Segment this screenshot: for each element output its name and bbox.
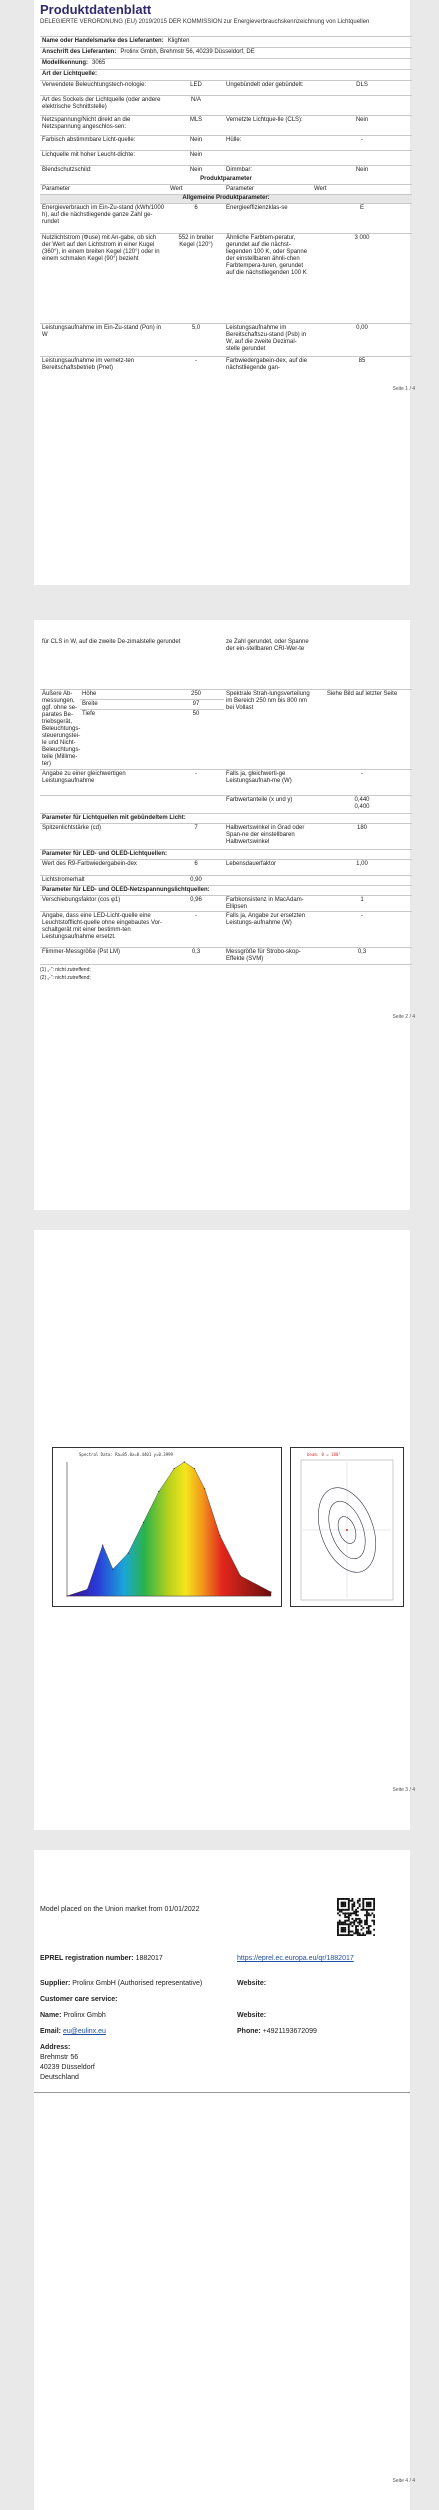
spectrum-point	[184, 1461, 185, 1462]
type-row-value: N/A	[190, 97, 201, 103]
dim-value: 97	[192, 701, 200, 707]
type-row-value2: DLS	[356, 82, 368, 88]
type-row-label2: Hülle:	[226, 137, 242, 143]
spectrum-value: Siehe Bild auf letzter Seite	[326, 691, 398, 697]
dims-table	[80, 690, 224, 769]
equiv-value: -	[195, 771, 197, 777]
dim-key: Höhe	[82, 691, 97, 697]
name-label: Name:	[40, 2012, 62, 2019]
pf-value: 0,96	[190, 897, 202, 903]
type-row-value2: Nein	[355, 167, 369, 173]
peak-value: 7	[194, 825, 198, 831]
page-number: Seite 2 / 4	[392, 1014, 415, 1020]
r9-value: 6	[194, 861, 198, 867]
type-row-value: Nein	[189, 137, 203, 143]
dim-value: 250	[190, 691, 201, 697]
param-value2: 85	[358, 358, 366, 364]
spectrum-point	[158, 1491, 159, 1492]
flicker-label: Flimmer-Messgröße (Pst LM)	[42, 949, 121, 955]
life-label: Lebensdauerfaktor	[226, 861, 277, 867]
spectrum-chart	[52, 1447, 282, 1607]
flicker-value: 0,3	[191, 949, 201, 955]
param-value: 5,0	[191, 325, 201, 331]
param-value2: 3 000	[354, 235, 370, 241]
type-label: Art der Lichtquelle:	[42, 71, 98, 77]
type-row-label: Art des Sockels der Lichtquelle (oder andere elektrische Schnittstelle)	[42, 97, 161, 110]
col-value-2: Wert	[314, 186, 327, 192]
pf-row	[40, 895, 412, 911]
led-section: Parameter für LED- und OLED-Lichtquellen:	[40, 849, 412, 858]
spectrum-point	[87, 1589, 88, 1590]
supplier-name-value: Klighten	[167, 38, 190, 44]
chroma-x: 0,440	[354, 797, 370, 803]
param-value2: E	[359, 205, 364, 211]
p2-top-left: für CLS in W, auf die zweite De-zimalstelle gerundet	[42, 639, 181, 645]
page-4	[34, 1850, 410, 2510]
p2-row	[40, 638, 412, 662]
maint-label: Lichtstromerhalt	[42, 877, 85, 883]
type-row-label: Lichquelle mit hoher Leucht-dichte:	[42, 152, 136, 158]
spectrum-point	[204, 1488, 205, 1489]
dim-value: 50	[192, 711, 200, 717]
spectrum-point	[102, 1544, 103, 1545]
general-params-section: Allgemeine Produktparameter:	[40, 194, 412, 204]
maint-row	[40, 875, 412, 885]
qr-svg	[337, 1898, 375, 1936]
eprel-value: 1882017	[135, 1955, 163, 1962]
param-label: Nutzlichtstrom (Φuse) mit An-gabe, ob sich der Wert auf den Lichtstrom in einer Kugel (360°), in einem breiten Kegel (120°) oder in einem schmalen Kegel (90°) bezieht	[42, 235, 160, 262]
col-value: Wert	[170, 186, 183, 192]
type-row	[40, 150, 412, 165]
type-row-label2	[224, 96, 312, 115]
param-label2: Leistungsaufnahme im Bereitschaftszu-stand (Psb) in W, auf die zweite Dezimal-stelle gerundet	[226, 325, 307, 352]
spectrum-point	[219, 1535, 220, 1536]
param-label2: Energieeffizienzklas-se	[226, 205, 288, 211]
type-heading-row	[40, 69, 412, 80]
type-row-value: MLS	[189, 117, 203, 123]
type-row-value2: Nein	[355, 117, 369, 123]
strobo-label: Messgröße für Strobo-skop-Effekte (SVM)	[226, 949, 301, 962]
spectrum-label: Spektrale Strah-lungsverteilung im Bereich 250 nm bis 800 nm bei Vollast	[226, 691, 310, 711]
beam-value: 180	[356, 825, 367, 831]
polar-chart	[290, 1447, 404, 1607]
supplier-name-label: Name oder Handelsmarke des Lieferanten:	[42, 38, 164, 44]
param-label: Leistungsaufnahme im Ein-Zu-stand (Pon) in W	[42, 325, 162, 338]
param-label: Energieverbrauch im Ein-Zu-stand (kWh/1000 h), auf die nächstliegende ganze Zahl ge-rundet	[42, 205, 165, 225]
beam-label: Halbwertswinkel in Grad oder Span-ne der einstellbaren Halbwertswinkel	[226, 825, 305, 845]
name-value: Prolinx Gmbh	[63, 2012, 106, 2019]
supplier-row	[40, 1980, 202, 1987]
dims-label: Äußere Ab-messungen, ggf. ohne se-parates Be-triebsgerät, Beleuchtungs-steuerungstei-le und Nicht-Beleuchtungs-teile (Millime-ter)	[42, 691, 81, 767]
param-value: 552 in breiter Kegel (120°)	[178, 235, 214, 248]
page-number: Seite 3 / 4	[392, 1787, 415, 1793]
eprel-row	[40, 1955, 163, 1962]
type-row	[40, 115, 412, 135]
param-row	[40, 356, 412, 381]
phone-value: +4921193672099	[262, 2028, 317, 2035]
strobo-value: 0,3	[357, 949, 367, 955]
spectrum-point	[240, 1575, 241, 1576]
phone-label: Phone:	[237, 2028, 261, 2035]
type-row-value2	[312, 151, 412, 165]
address-line-2: 40239 Düsseldorf	[40, 2064, 95, 2071]
spectrum-svg	[53, 1448, 281, 1606]
col-param: Parameter	[42, 186, 71, 192]
spectrum-point	[66, 1595, 67, 1596]
dls-section: Parameter für Lichtquellen mit gebündeltem Licht:	[40, 813, 412, 822]
life-value: 1,00	[356, 861, 368, 867]
type-row-label2: Ungebündelt oder gebündelt:	[226, 82, 304, 88]
macadam-value: 1	[360, 897, 364, 903]
supplier-name-row	[40, 36, 412, 47]
macadam-label: Farbkonsistenz in MacAdam-Ellipsen	[226, 897, 304, 910]
param-row	[40, 323, 412, 356]
equiv-right-value: -	[361, 771, 363, 777]
pf-label: Verschiebungsfaktor (cos φ1)	[42, 897, 121, 903]
polar-svg	[291, 1448, 403, 1606]
col-param-2: Parameter	[226, 186, 255, 192]
equiv-right-label: Falls ja, gleichwerti-ge Leistungsaufnah-me (W)	[226, 771, 292, 784]
eprel-link[interactable]: https://eprel.ec.europa.eu/qr/1882017	[237, 1955, 354, 1962]
peak-label: Spitzenlichtstärke (cd)	[42, 825, 102, 831]
dim-key: Breite	[82, 701, 98, 707]
model-value: 3065	[92, 60, 106, 66]
address-label: Address:	[40, 2044, 71, 2051]
fluor-label: Angabe, dass eine LED-Licht-quelle eine Leuchtstofflicht-quelle ohne eingebautes Vor-schaltgerät mit einer bestimm-ten Leistungsaufnahme ersetzt.	[42, 913, 162, 940]
model-row	[40, 58, 412, 69]
name-row	[40, 2012, 106, 2019]
mls-section: Parameter für LED- und OLED-Netzspannungslichtquellen:	[40, 885, 412, 894]
type-row-label2: Vernetzte Lichtque-lle (CLS):	[226, 117, 303, 123]
page-number: Seite 4 / 4	[392, 2478, 415, 2484]
p2-top-right: ze Zahl gerundet, oder Spanne der ein-stellbaren CRI-Wer-te	[226, 639, 309, 652]
spectrum-point	[143, 1522, 144, 1523]
model-label: Modellkennung:	[42, 60, 88, 66]
chroma-row	[40, 795, 412, 813]
email-link[interactable]: eu@eulinx.eu	[62, 2028, 106, 2035]
param-value: -	[195, 358, 197, 364]
flicker-row	[40, 947, 412, 965]
type-row-label: Verwendete Beleuchtungstech-nologie:	[42, 82, 147, 88]
peak-row	[40, 823, 412, 849]
footnote-1: (1) „-“: nicht zutreffend;	[40, 967, 91, 973]
fluor-value: -	[195, 913, 197, 919]
r9-row	[40, 859, 412, 875]
qr-code[interactable]	[337, 1898, 375, 1936]
equiv-label: Angabe zu einer gleichwertigen Leistungsaufnahme	[42, 771, 126, 784]
website-label: Website:	[237, 1980, 267, 1987]
page-title: Produktdatenblatt	[40, 2, 152, 17]
polar-label: beam: 0 = 180°	[307, 1452, 341, 1457]
fluor-right-value: -	[361, 913, 363, 919]
placed-on-market: Model placed on the Union market from 01/01/2022	[40, 1906, 200, 1913]
type-row-value: LED	[190, 82, 202, 88]
type-row	[40, 95, 412, 115]
param-label2: Ähnliche Farbtem-peratur, gerundet auf die nächst-liegenden 100 K, oder Spanne der einstellbaren ähnli-chen Farbtempera-turen, gerundet auf die nächstliegenden 100 K	[226, 235, 308, 276]
type-row-label: Farbisch abstimmbare Licht-quelle:	[42, 137, 136, 143]
param-value2: 0,00	[356, 325, 368, 331]
type-row	[40, 80, 412, 95]
address-line-1: Brehmstr 56	[40, 2054, 79, 2061]
footnote-2: (2) „-“: nicht zutreffend;	[40, 975, 91, 981]
eprel-label: EPREL registration number:	[40, 1955, 134, 1962]
product-params-caption: Produktparameter	[200, 176, 252, 182]
fluor-row	[40, 911, 412, 947]
r9-label: Wert des R9-Farbwiedergabein-dex	[42, 861, 137, 867]
customer-care-label: Customer care service:	[40, 1996, 118, 2003]
chroma-label: Farbwertanteile (x und y)	[226, 797, 293, 803]
product-params-header	[40, 184, 412, 194]
supplier-address-value: Prolinx Gmbh, Brehmstr 56, 40239 Düsseldorf, DE	[120, 49, 255, 55]
page-number: Seite 1 / 4	[392, 386, 415, 392]
dim-key: Tiefe	[82, 711, 96, 717]
type-row-label: Blendschutzschild:	[42, 167, 92, 173]
supplier-value: Prolinx GmbH (Authorised representative)	[72, 1980, 203, 1987]
spectrum-point	[128, 1553, 129, 1554]
param-value: 6	[194, 205, 198, 211]
type-row-value: Nein	[189, 167, 203, 173]
address-line-3: Deutschland	[40, 2074, 79, 2081]
equiv-row	[40, 769, 412, 795]
supplier-label: Supplier:	[40, 1980, 71, 1987]
maint-value: 0,90	[190, 877, 202, 883]
spectrum-point	[174, 1468, 175, 1469]
website2-label: Website:	[237, 2012, 267, 2019]
dims-row	[40, 689, 412, 769]
type-row-value2	[312, 96, 412, 115]
type-row-value: Nein	[189, 152, 203, 158]
email-row	[40, 2028, 106, 2035]
type-row	[40, 165, 412, 175]
supplier-address-row	[40, 47, 412, 58]
type-row-label: Netzspannung/Nicht direkt an die Netzspannung angeschlos-sen:	[42, 117, 131, 130]
page4-divider	[34, 2092, 410, 2093]
chroma-y: 0,400	[354, 804, 370, 810]
spectrum-point	[194, 1468, 195, 1469]
regulation-subtitle: DELEGIERTE VERORDNUNG (EU) 2019/2015 DER KOMMISSION zur Energieverbrauchskennzeichnung von Lichtquellen	[40, 19, 370, 25]
type-row-label2: Dimmbar:	[226, 167, 253, 173]
type-row-label2	[224, 151, 312, 165]
email-label: Email:	[40, 2028, 62, 2035]
param-label: Leistungsaufnahme im vernetz-ten Bereitschaftsbetrieb (Pnet)	[42, 358, 135, 371]
chart-title: Spectral Data: Ra=85.0x=0.4401 y=0.3999	[79, 1452, 173, 1457]
param-row	[40, 233, 412, 323]
param-row	[40, 203, 412, 233]
param-label2: Farbwiedergabein-dex, auf die nächstliegende gan-	[226, 358, 308, 371]
type-row	[40, 135, 412, 150]
phone-row	[237, 2028, 317, 2035]
type-row-value2: -	[361, 137, 363, 143]
spectrum-point	[270, 1591, 271, 1592]
spectrum-point	[112, 1569, 113, 1570]
fluor-right-label: Falls ja, Angabe zur ersetzten Leistungs-aufnahme (W)	[226, 913, 306, 926]
supplier-address-label: Anschrift des Lieferanten:	[42, 49, 117, 55]
chroma-values	[312, 796, 412, 813]
